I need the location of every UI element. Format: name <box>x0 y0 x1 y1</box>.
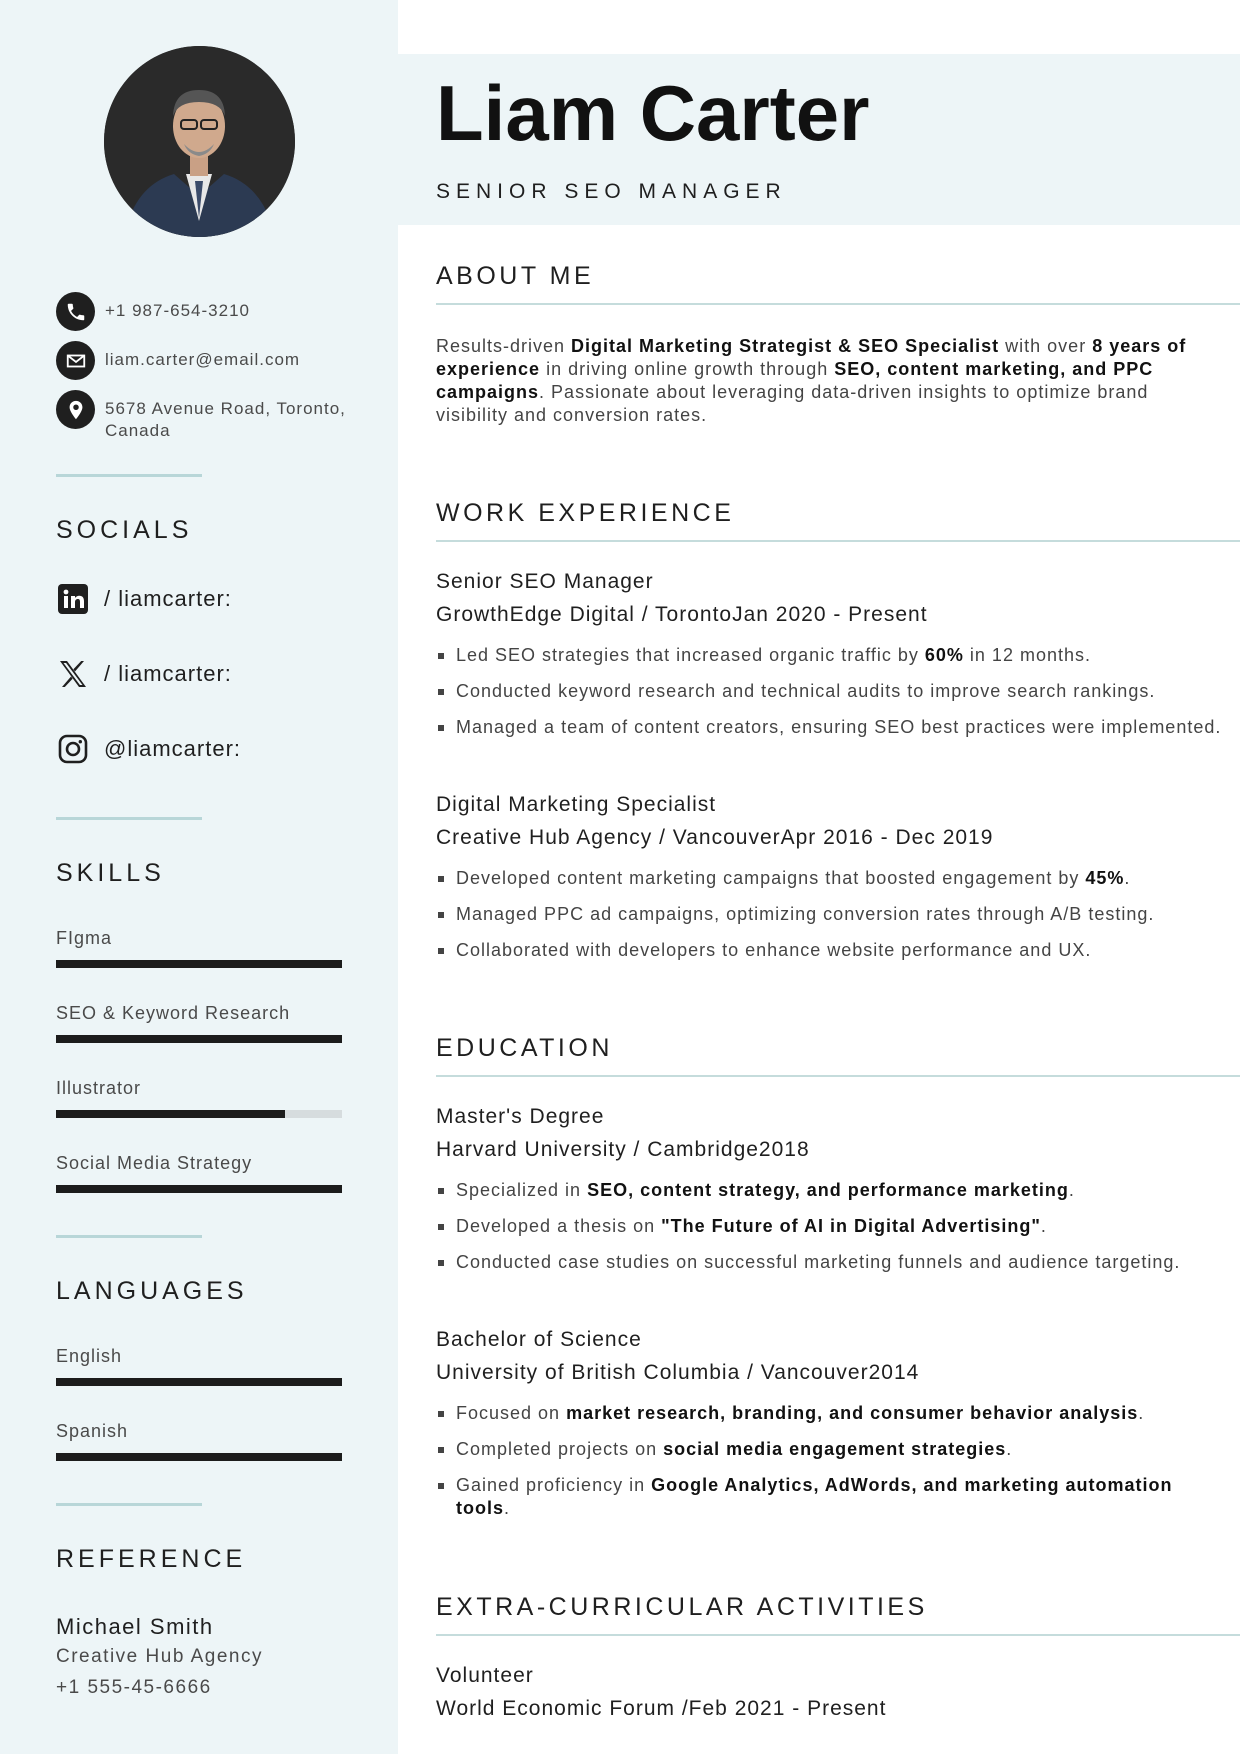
language-bar-track <box>56 1378 342 1386</box>
bullet-item: Led SEO strategies that increased organic traffic by 60% in 12 months. <box>436 644 1226 667</box>
degree-school-year: Harvard University / Cambridge2018 <box>436 1138 810 1161</box>
location-pin-icon <box>56 390 95 429</box>
skill-label: FIgma <box>56 928 113 948</box>
candidate-name: Liam Carter <box>436 69 870 157</box>
sidebar-divider <box>56 817 202 820</box>
section-rule <box>436 540 1240 542</box>
skill-bar-track <box>56 960 342 968</box>
email-icon <box>56 341 95 380</box>
phone-icon <box>56 292 95 331</box>
reference-phone: +1 555-45-6666 <box>56 1677 212 1698</box>
skill-social-media <box>56 1153 342 1193</box>
socials-heading: SOCIALS <box>56 516 193 544</box>
language-bar-fill <box>56 1453 342 1461</box>
education-heading: EDUCATION <box>436 1034 613 1062</box>
degree-bullets <box>436 1179 1226 1287</box>
about-heading: ABOUT ME <box>436 262 595 290</box>
skill-bar-fill <box>56 1185 342 1193</box>
skill-seo <box>56 1003 342 1043</box>
language-spanish <box>56 1421 342 1461</box>
reference-name: Michael Smith <box>56 1614 214 1639</box>
languages-heading: LANGUAGES <box>56 1277 248 1305</box>
skill-bar-track <box>56 1035 342 1043</box>
skill-bar-track <box>56 1185 342 1193</box>
extra-heading: EXTRA-CURRICULAR ACTIVITIES <box>436 1593 928 1621</box>
language-bar-fill <box>56 1378 342 1386</box>
x-handle: / liamcarter: <box>104 661 232 686</box>
bullet-item: Developed content marketing campaigns that boosted engagement by 45%. <box>436 867 1226 890</box>
skill-bar-fill <box>56 1110 285 1118</box>
contact-address <box>56 390 386 442</box>
section-rule <box>436 1634 1240 1636</box>
skill-label: SEO & Keyword Research <box>56 1003 291 1023</box>
job-company-dates: GrowthEdge Digital / TorontoJan 2020 - Present <box>436 603 928 626</box>
activity-title: Volunteer <box>436 1664 534 1687</box>
job-bullets <box>436 867 1226 975</box>
bullet-item: Managed a team of content creators, ensuring SEO best practices were implemented. <box>436 716 1226 739</box>
phone-text: +1 987-654-3210 <box>105 301 250 320</box>
bullet-item: Completed projects on social media engagement strategies. <box>436 1438 1226 1461</box>
skill-figma <box>56 928 342 968</box>
bullet-item: Specialized in SEO, content strategy, and performance marketing. <box>436 1179 1226 1202</box>
bullet-item: Developed a thesis on "The Future of AI in Digital Advertising". <box>436 1215 1226 1238</box>
activity-org-dates: World Economic Forum /Feb 2021 - Present <box>436 1697 887 1720</box>
contact-phone <box>56 292 386 331</box>
skill-label: Social Media Strategy <box>56 1153 253 1173</box>
language-label: Spanish <box>56 1421 129 1441</box>
contact-email <box>56 341 386 380</box>
degree-bullets <box>436 1402 1226 1533</box>
language-english <box>56 1346 342 1386</box>
instagram-icon <box>56 732 90 766</box>
skill-bar-fill <box>56 960 342 968</box>
sidebar <box>0 0 398 1754</box>
section-rule <box>436 303 1240 305</box>
job-title: Senior SEO Manager <box>436 570 654 593</box>
degree-school-year: University of British Columbia / Vancouver2014 <box>436 1361 920 1384</box>
work-heading: WORK EXPERIENCE <box>436 499 735 527</box>
sidebar-divider <box>56 474 202 477</box>
candidate-role: SENIOR SEO MANAGER <box>436 180 787 203</box>
profile-photo <box>104 46 295 237</box>
bullet-item: Conducted keyword research and technical audits to improve search rankings. <box>436 680 1226 703</box>
skill-bar-track <box>56 1110 342 1118</box>
bullet-item: Conducted case studies on successful marketing funnels and audience targeting. <box>436 1251 1226 1274</box>
section-rule <box>436 1075 1240 1077</box>
skill-bar-fill <box>56 1035 342 1043</box>
language-bar-track <box>56 1453 342 1461</box>
job-title: Digital Marketing Specialist <box>436 793 717 816</box>
social-x[interactable] <box>56 656 232 692</box>
job-bullets <box>436 644 1226 752</box>
social-linkedin[interactable] <box>56 581 232 617</box>
language-label: English <box>56 1346 123 1366</box>
skill-label: Illustrator <box>56 1078 142 1098</box>
about-paragraph: Results-driven Digital Marketing Strategist & SEO Specialist with over 8 years of experience in driving online growth through SEO, content marketing, and PPC campaigns. Passionate about leveraging data-driven insights to optimize brand visibility and conversion rates. <box>436 336 1187 425</box>
sidebar-divider <box>56 1235 202 1238</box>
skill-illustrator <box>56 1078 342 1118</box>
bullet-item: Collaborated with developers to enhance website performance and UX. <box>436 939 1226 962</box>
social-instagram[interactable] <box>56 731 241 767</box>
email-text[interactable]: liam.carter@email.com <box>105 350 301 369</box>
address-text: 5678 Avenue Road, Toronto, Canada <box>105 399 346 440</box>
skills-heading: SKILLS <box>56 859 165 887</box>
degree-title: Master's Degree <box>436 1105 605 1128</box>
instagram-handle: @liamcarter: <box>104 736 242 761</box>
job-company-dates: Creative Hub Agency / VancouverApr 2016 - Dec 2019 <box>436 826 994 849</box>
reference-heading: REFERENCE <box>56 1545 247 1573</box>
bullet-item: Managed PPC ad campaigns, optimizing conversion rates through A/B testing. <box>436 903 1226 926</box>
linkedin-handle: / liamcarter: <box>104 586 232 611</box>
bullet-item: Focused on market research, branding, and consumer behavior analysis. <box>436 1402 1226 1425</box>
reference-company: Creative Hub Agency <box>56 1646 263 1667</box>
degree-title: Bachelor of Science <box>436 1328 642 1351</box>
linkedin-icon <box>56 582 90 616</box>
contact-list <box>56 292 386 452</box>
bullet-item: Gained proficiency in Google Analytics, AdWords, and marketing automation tools. <box>436 1474 1226 1520</box>
sidebar-divider <box>56 1503 202 1506</box>
x-icon <box>56 657 90 691</box>
